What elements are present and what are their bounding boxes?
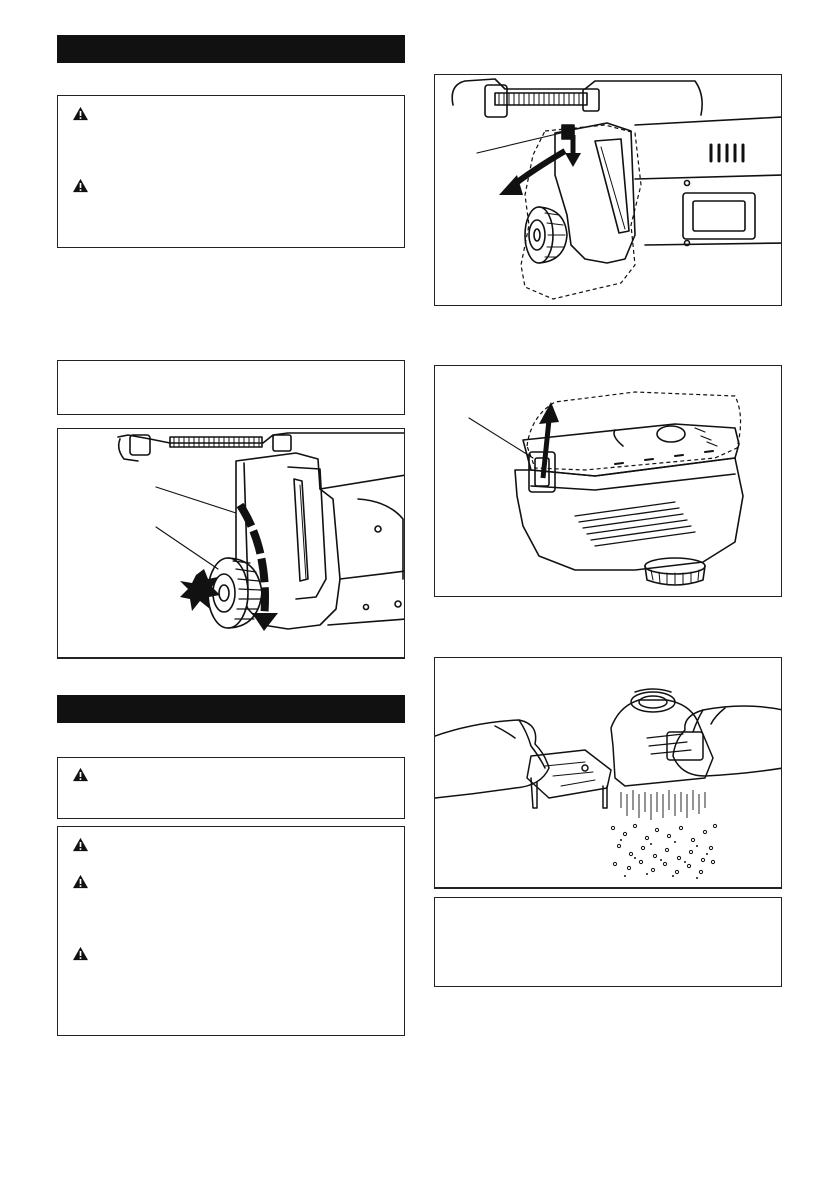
note-box-2 <box>434 897 782 987</box>
section-heading-bar-2 <box>57 695 405 723</box>
note-box-1 <box>57 360 405 415</box>
warning-triangle-icon <box>72 874 89 889</box>
warning-box-2 <box>57 826 405 1036</box>
warning-triangle-icon <box>72 837 89 852</box>
warning-box-1 <box>57 95 405 248</box>
warning-triangle-icon <box>72 178 89 193</box>
warning-triangle-icon <box>72 106 89 121</box>
figure-open-dust-case-cover <box>434 365 782 597</box>
warning-triangle-icon <box>72 767 89 782</box>
caution-box <box>57 757 405 819</box>
figure-empty-dust <box>434 657 782 889</box>
warning-triangle-icon <box>72 946 89 961</box>
figure-dust-case-dial <box>57 428 405 659</box>
section-heading-bar-1 <box>57 35 405 63</box>
figure-remove-dust-case <box>434 74 782 306</box>
